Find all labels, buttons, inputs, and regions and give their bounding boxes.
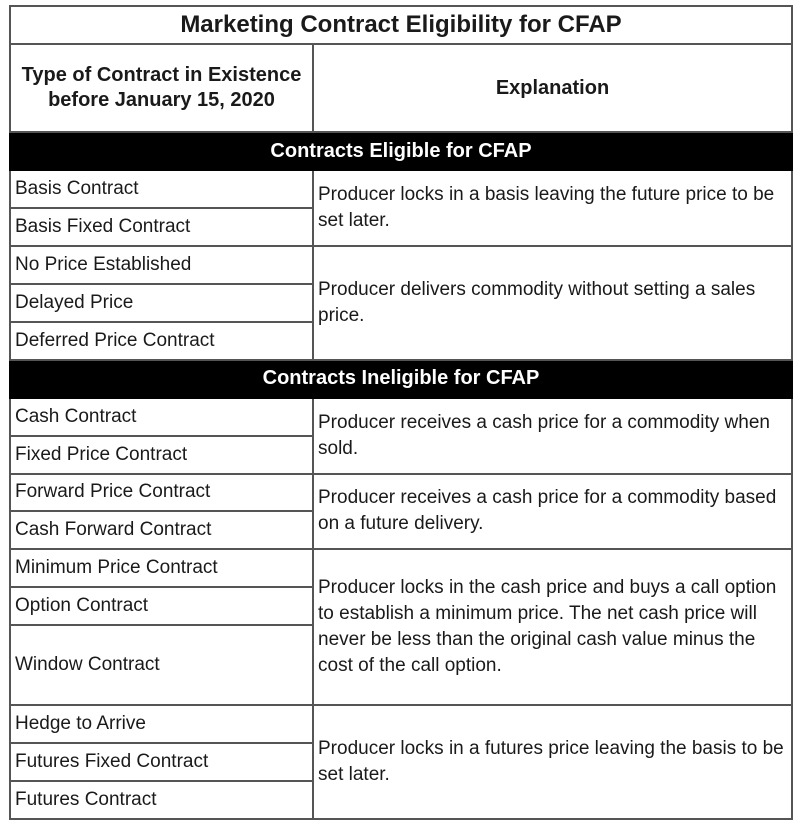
- section-row: [10, 360, 792, 398]
- table-row: [10, 705, 792, 743]
- header-contract-type: Type of Contract in Existence before January 15, 2020: [10, 44, 313, 132]
- header-row: [10, 44, 792, 132]
- contract-type-cell: Minimum Price Contract: [10, 549, 313, 587]
- contract-type-cell: Basis Fixed Contract: [10, 208, 313, 246]
- contract-type-cell: Delayed Price: [10, 284, 313, 322]
- explanation-cell: Producer locks in a basis leaving the future price to be set later.: [313, 170, 792, 246]
- contract-type-cell: No Price Established: [10, 246, 313, 284]
- contract-type-cell: Deferred Price Contract: [10, 322, 313, 360]
- contract-type-cell: Cash Forward Contract: [10, 511, 313, 549]
- explanation-cell: Producer locks in the cash price and buys a call option to establish a minimum price. The net cash price will never be less than the original cash value minus the cost of the call option.: [313, 549, 792, 705]
- header-explanation: Explanation: [313, 44, 792, 132]
- explanation-cell: Producer receives a cash price for a commodity based on a future delivery.: [313, 474, 792, 550]
- contract-type-cell: Forward Price Contract: [10, 474, 313, 512]
- contract-type-cell: Option Contract: [10, 587, 313, 625]
- table-row: [10, 246, 792, 284]
- section-title-eligible: Contracts Eligible for CFAP: [10, 132, 792, 170]
- section-row: [10, 132, 792, 170]
- contract-type-cell: Window Contract: [10, 625, 313, 705]
- contract-type-cell: Fixed Price Contract: [10, 436, 313, 474]
- explanation-cell: Producer locks in a futures price leaving the basis to be set later.: [313, 705, 792, 819]
- contract-eligibility-table: [9, 5, 793, 820]
- contract-type-cell: Cash Contract: [10, 398, 313, 436]
- explanation-cell: Producer delivers commodity without setting a sales price.: [313, 246, 792, 360]
- explanation-cell: Producer receives a cash price for a commodity when sold.: [313, 398, 792, 474]
- table-row: [10, 549, 792, 587]
- table-row: [10, 170, 792, 208]
- contract-type-cell: Futures Fixed Contract: [10, 743, 313, 781]
- contract-type-cell: Hedge to Arrive: [10, 705, 313, 743]
- table-title: Marketing Contract Eligibility for CFAP: [10, 6, 792, 44]
- section-title-ineligible: Contracts Ineligible for CFAP: [10, 360, 792, 398]
- contract-type-cell: Futures Contract: [10, 781, 313, 819]
- table-row: [10, 474, 792, 512]
- contract-type-cell: Basis Contract: [10, 170, 313, 208]
- title-row: [10, 6, 792, 44]
- table-row: [10, 398, 792, 436]
